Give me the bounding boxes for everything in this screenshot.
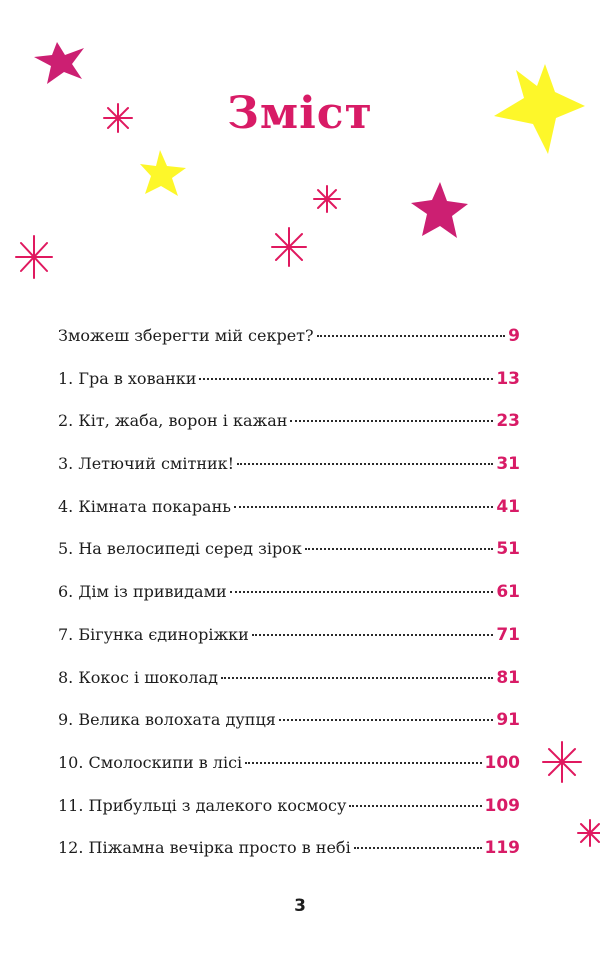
toc-entry-title: 10. Смолоскипи в лісі bbox=[58, 752, 243, 772]
dot-leader bbox=[245, 762, 481, 764]
toc-entry-page: 9 bbox=[508, 326, 520, 346]
toc-entry bbox=[58, 753, 520, 796]
toc-entry bbox=[58, 497, 520, 540]
dot-leader bbox=[290, 420, 493, 422]
toc-entry-page: 41 bbox=[496, 496, 520, 517]
dot-leader bbox=[317, 335, 506, 337]
toc-entry bbox=[58, 369, 520, 412]
toc-entry-title: 2. Кіт, жаба, ворон і кажан bbox=[58, 411, 288, 431]
dot-leader bbox=[199, 378, 493, 380]
toc-entry-page: 119 bbox=[484, 838, 520, 859]
sparkle-icon bbox=[543, 742, 581, 782]
toc-entry-title: 11. Прибульці з далекого космосу bbox=[58, 795, 347, 815]
toc-entry-title: 4. Кімната покарань bbox=[58, 496, 231, 516]
dot-leader bbox=[349, 805, 481, 807]
toc-entry-page: 31 bbox=[496, 454, 520, 475]
dot-leader bbox=[230, 591, 494, 593]
page-title: Зміст bbox=[227, 88, 373, 139]
toc-entry-title: 3. Летючий смітник! bbox=[58, 454, 235, 474]
sparkle-icon bbox=[16, 236, 52, 278]
dot-leader bbox=[305, 548, 494, 550]
table-of-contents bbox=[58, 326, 520, 881]
toc-entry-title: 9. Велика волохата дупця bbox=[58, 710, 276, 730]
sparkle-icon bbox=[272, 228, 306, 266]
toc-entry-page: 91 bbox=[496, 710, 520, 731]
toc-entry-page: 81 bbox=[496, 667, 520, 688]
dot-leader bbox=[354, 847, 482, 849]
toc-entry-page: 51 bbox=[496, 539, 520, 560]
toc-entry-page: 109 bbox=[484, 795, 520, 816]
toc-entry-title: 6. Дім із привидами bbox=[58, 582, 227, 602]
toc-entry bbox=[58, 838, 520, 881]
dot-leader bbox=[252, 634, 494, 636]
star-icon bbox=[411, 182, 468, 238]
toc-entry-page: 71 bbox=[496, 624, 520, 645]
toc-entry bbox=[58, 411, 520, 454]
dot-leader bbox=[279, 719, 494, 721]
dot-leader bbox=[234, 506, 493, 508]
page-number: 3 bbox=[294, 896, 306, 916]
toc-entry bbox=[58, 582, 520, 625]
toc-entry-page: 13 bbox=[496, 368, 520, 389]
star-icon bbox=[34, 42, 84, 84]
toc-entry bbox=[58, 796, 520, 839]
toc-entry-title: 1. Гра в хованки bbox=[58, 368, 197, 388]
toc-entry-title: 12. Піжамна вечірка просто в небі bbox=[58, 838, 351, 858]
sparkle-icon bbox=[578, 820, 600, 846]
dot-leader bbox=[221, 677, 493, 679]
toc-entry bbox=[58, 326, 520, 369]
toc-entry-title: 7. Бігунка єдиноріжки bbox=[58, 624, 249, 644]
toc-entry-page: 61 bbox=[496, 582, 520, 603]
toc-entry bbox=[58, 668, 520, 711]
toc-entry-title: 5. На велосипеді серед зірок bbox=[58, 539, 302, 559]
toc-entry-page: 100 bbox=[484, 752, 520, 773]
dot-leader bbox=[237, 463, 493, 465]
toc-entry bbox=[58, 625, 520, 668]
toc-entry-page: 23 bbox=[496, 411, 520, 432]
toc-entry-title: 8. Кокос і шоколад bbox=[58, 667, 218, 687]
toc-entry bbox=[58, 454, 520, 497]
sparkle-icon bbox=[314, 186, 340, 212]
toc-entry-title: Зможеш зберегти мій секрет? bbox=[58, 326, 314, 345]
toc-entry bbox=[58, 710, 520, 753]
star-icon bbox=[140, 150, 186, 196]
toc-entry bbox=[58, 539, 520, 582]
